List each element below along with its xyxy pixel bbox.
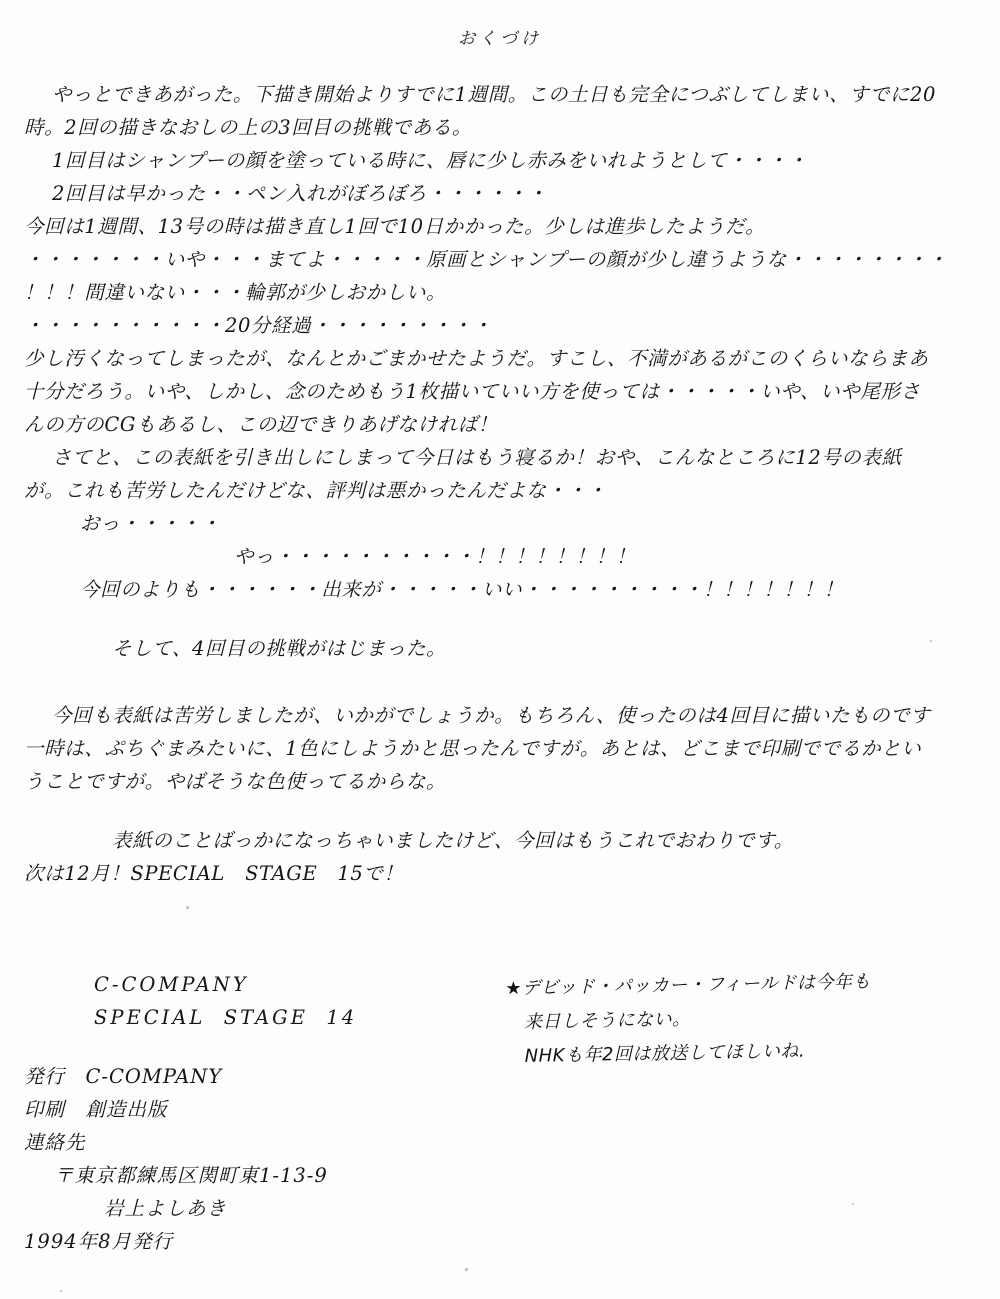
colophon-spacer — [24, 1034, 504, 1060]
body-line: 今回も表紙は苦労しましたが、いかがでしょうか。もちろん、使ったのは4回目に描いたものです — [52, 704, 931, 727]
body-line: そして、4回目の挑戦がはじまった。 — [112, 637, 447, 660]
scan-speck — [186, 906, 189, 909]
body-line: 今回のよりも・・・・・・出来が・・・・・いい・・・・・・・・・！！！！！！！ — [80, 578, 844, 601]
body-text — [24, 78, 974, 890]
paragraph-spacer — [24, 665, 974, 699]
body-line: やっとできあがった。下描き開始よりすでに1週間。この土日も完全につぶしてしまい、すでに20 — [52, 83, 936, 106]
colophon-line: 岩上よしあき — [104, 1197, 228, 1220]
body-line: ！！！間違いない・・・輪郭が少しおかしい。 — [24, 281, 447, 304]
body-line: さてと、この表紙を引き出しにしまって今日はもう寝るか！おや、こんなところに12号の表紙 — [52, 446, 902, 469]
handwritten-note-line: NHKも年2回は放送してほしいね. — [524, 1040, 806, 1067]
body-line: 2回目は早かった・・ペン入れがぼろぼろ・・・・・・ — [52, 182, 548, 205]
page-title: おくづけ — [458, 29, 542, 49]
colophon-line: 印刷 創造出版 — [24, 1098, 168, 1121]
body-line: 表紙のことばっかになっちゃいましたけど、今回はもうこれでおわりです。 — [112, 829, 794, 852]
body-line: ・・・・・・・・・・20分経過・・・・・・・・・ — [24, 314, 493, 337]
scan-speck — [60, 1290, 62, 1292]
body-line: 少し汚くなってしまったが、なんとかごまかせたようだ。すこし、不満があるがこのくらいならまあ — [24, 347, 929, 370]
colophon-line: SPECIAL STAGE 14 — [94, 1006, 358, 1029]
body-line: が。これも苦労したんだけどな、評判は悪かったんだよな・・・ — [24, 479, 607, 502]
colophon-line: 1994年8月発行 — [24, 1230, 174, 1253]
colophon-block — [24, 968, 504, 1258]
body-line: 今回は1週間、13号の時は描き直し1回で10日かかった。少しは進歩したようだ。 — [24, 215, 766, 238]
body-line: んの方のCGもあるし、この辺できりあげなければ！ — [24, 413, 498, 436]
body-line: 一時は、ぷちぐまみたいに、1色にしようかと思ったんですが。あとは、どこまで印刷ででるかとい — [24, 737, 922, 760]
handwritten-note-line: 来日しそうにない。 — [523, 1008, 691, 1033]
body-line: おっ・・・・・ — [80, 512, 221, 535]
colophon-line: 発行 C-COMPANY — [24, 1065, 223, 1088]
paragraph-spacer — [24, 798, 974, 824]
body-line: ・・・・・・・いや・・・まてよ・・・・・原画とシャンプーの顔が少し違うような・・・・・・・・ — [24, 248, 948, 271]
colophon-line: C-COMPANY — [94, 973, 249, 996]
body-line: うことですが。やばそうな色使ってるからな。 — [24, 770, 447, 793]
scan-speck — [465, 1268, 468, 1271]
handwritten-note-line: ★デビッド・パッカー・フィールドは今年も — [505, 971, 872, 1000]
body-line: 1回目はシャンプーの顔を塗っている時に、唇に少し赤みをいれようとして・・・・ — [52, 149, 808, 172]
colophon-line: 〒東京都練馬区関町東1-13-9 — [54, 1164, 328, 1187]
body-line: 次は12月！SPECIAL STAGE 15で！ — [24, 862, 404, 885]
body-line: やっ・・・・・・・・・・！！！！！！！！ — [234, 545, 637, 568]
body-line: 十分だろう。いや、しかし、念のためもう1枚描いていい方を使っては・・・・・いや、いや尾形さ — [24, 380, 921, 403]
scan-speck — [852, 1203, 854, 1205]
colophon-line: 連絡先 — [24, 1131, 86, 1154]
paragraph-spacer — [24, 606, 974, 632]
handwritten-note-block — [491, 963, 963, 1074]
body-line: 時。2回の描きなおしの上の3回目の挑戦である。 — [24, 116, 473, 139]
